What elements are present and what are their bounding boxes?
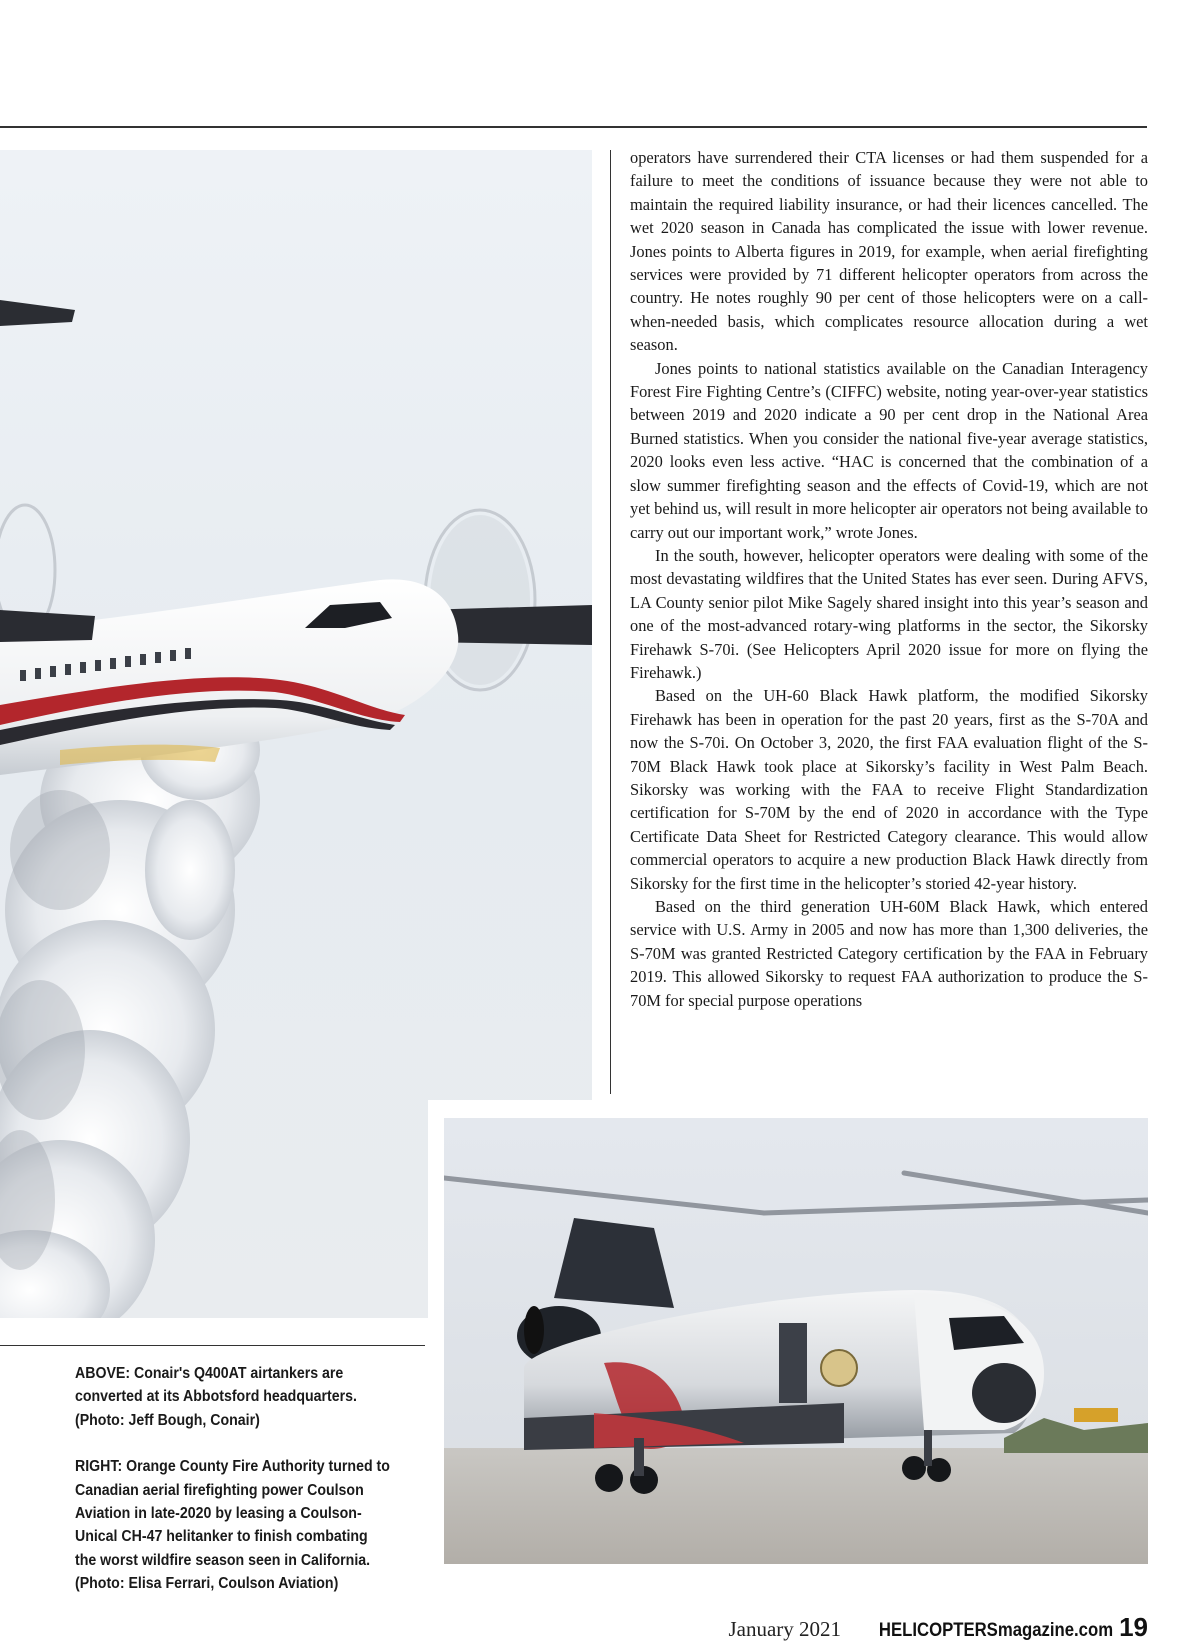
- page-number: 19: [1119, 1612, 1148, 1641]
- column-rule: [610, 150, 611, 1094]
- helicopter-photo-frame: [428, 1100, 1148, 1580]
- helicopter-photo: [444, 1118, 1148, 1564]
- top-rule: [0, 126, 1147, 128]
- article-paragraph: Jones points to national statistics available on the Canadian Interagency Forest Fire Fighting Centre’s (CIFFC) website, noting year-over-year statistics between 2019 and 2020 indicate a 90 per cent drop in the National Area Burned statistics. When you consider the national five-year average statistics, 2020 looks even less active. “HAC is concerned that the combination of a slow summer firefighting season and the effects of Covid-19, which are not yet behind us, will result in more helicopter air operators not being available to carry out our important work,” wrote Jones.: [630, 358, 1148, 542]
- article-paragraph: operators have surrendered their CTA licenses or had them suspended for a failure to meet the conditions of issuance because they were not able to maintain the required liability insurance, or had their licences cancelled. The wet 2020 season in Canada has complicated the issue with lower revenue. Jones points to Alberta figures in 2019, for example, when aerial firefighting services were provided by 71 different helicopter operators from across the country. He notes roughly 90 per cent of those helicopters were on a call-when-needed basis, which complicates resource allocation during a wet season.: [630, 148, 1148, 355]
- caption-rule: [0, 1345, 425, 1346]
- issue-date: January 2021: [728, 1617, 842, 1641]
- article-paragraph: Based on the third generation UH-60M Black Hawk, which entered service with U.S. Army in 2005 and now has more than 1,300 deliveries, the S-70M was granted Restricted Category certification by the FAA in February 2019. This allowed Sikorsky to request FAA authorization to produce the S-70M for special purpose operations: [630, 897, 1148, 1010]
- article-paragraph: Based on the UH-60 Black Hawk platform, the modified Sikorsky Firehawk has been in operation for the past 20 years, first as the S-70A and now the S-70i. On October 3, 2020, the first FAA evaluation flight of the S-70M Black Hawk took place at Sikorsky’s facility in West Palm Beach. Sikorsky was working with the FAA to receive Flight Standardization certification for S-70M by the end of 2020 in accordance with the Type Certificate Data Sheet for Restricted Category clearance. This would allow commercial operators to acquire a new production Black Hawk directly from Sikorsky for the first time in the helicopter’s storied 42-year history.: [630, 686, 1148, 893]
- caption-right: RIGHT: Orange County Fire Authority turned to Canadian aerial firefighting power Coulson Aviation in late-2020 by leasing a Coulson-Unical CH-47 helitanker to finish combating the worst wildfire season seen in California. (Photo: Elisa Ferrari, Coulson Aviation): [75, 1458, 390, 1593]
- magazine-site: HELICOPTERSmagazine.com: [878, 1620, 1114, 1641]
- article-paragraph: In the south, however, helicopter operators were dealing with some of the most devastating wildfires that the United States has ever seen. During AFVS, LA County senior pilot Mike Sagely shared insight into this year’s season and one of the most-advanced rotary-wing platforms in the sector, the Sikorsky Firehawk S-70i. (See Helicopters April 2020 issue for more on flying the Firehawk.): [630, 545, 1148, 682]
- photo-captions: [75, 1362, 392, 1596]
- article-body: [630, 146, 1148, 1012]
- caption-above: ABOVE: Conair's Q400AT airtankers are converted at its Abbotsford headquarters. (Photo: Jeff Bough, Conair): [75, 1365, 357, 1429]
- page-footer: [728, 1612, 1148, 1641]
